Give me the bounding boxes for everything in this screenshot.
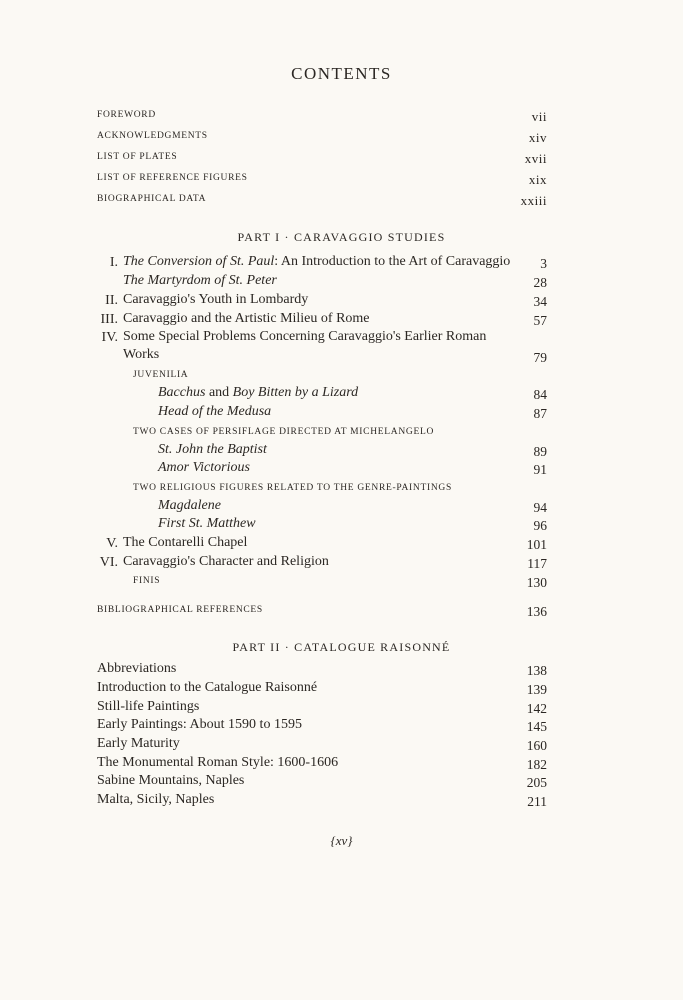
entry-italic-title: The Conversion of St. Paul bbox=[123, 254, 275, 269]
entry-italic-title: The Martyrdom of St. Peter bbox=[123, 273, 277, 288]
front-figures-page: xix bbox=[528, 172, 547, 187]
entry-italic-title: Magdalene bbox=[158, 498, 221, 513]
front-figures-label: LIST OF REFERENCE FIGURES bbox=[97, 173, 248, 183]
entry-page: 34 bbox=[533, 294, 547, 309]
toc-entry-special-problems: Some Special Problems Concerning Caravaggio's Earlier Roman bbox=[123, 329, 487, 344]
front-plates-label: LIST OF PLATES bbox=[97, 152, 178, 162]
front-acknowledgments-page: xiv bbox=[528, 130, 547, 145]
entry-page: 136 bbox=[526, 604, 547, 619]
toc-entry-milieu: Caravaggio and the Artistic Milieu of Rome bbox=[123, 311, 370, 326]
entry-numeral: IV. bbox=[101, 330, 118, 345]
entry-page: 211 bbox=[527, 794, 547, 809]
entry-page: 205 bbox=[526, 775, 547, 790]
toc-entry-youth: Caravaggio's Youth in Lombardy bbox=[123, 292, 309, 307]
entry-italic-title: Head of the Medusa bbox=[158, 404, 272, 419]
toc-entry-continuation: Works bbox=[123, 347, 160, 362]
toc-entry-matthew bbox=[158, 517, 256, 531]
entry-page: 84 bbox=[533, 387, 547, 402]
entry-numeral: VI. bbox=[99, 555, 118, 570]
entry-italic-title: St. John the Baptist bbox=[158, 442, 267, 457]
page-folio: {xv} bbox=[330, 833, 353, 848]
entry-page: 138 bbox=[526, 663, 547, 678]
entry-page: 130 bbox=[526, 575, 547, 590]
entry-page: 101 bbox=[526, 537, 547, 552]
section-subheading-religious: TWO RELIGIOUS FIGURES RELATED TO THE GENRE-PAINTINGS bbox=[133, 483, 452, 493]
entry-page: 160 bbox=[526, 738, 547, 753]
entry-page: 182 bbox=[526, 757, 547, 772]
entry-italic-title: Amor Victorious bbox=[158, 460, 250, 475]
section-subheading-persiflage: TWO CASES OF PERSIFLAGE DIRECTED AT MICHELANGELO bbox=[133, 427, 435, 437]
entry-page: 91 bbox=[533, 462, 547, 477]
toc-entry-character: Caravaggio's Character and Religion bbox=[123, 554, 329, 569]
entry-page: 89 bbox=[533, 444, 547, 459]
entry-page: 87 bbox=[533, 406, 547, 421]
entry-connector: and bbox=[205, 385, 233, 400]
front-foreword-label: FOREWORD bbox=[97, 110, 156, 120]
toc-entry-magdalene bbox=[158, 499, 221, 513]
toc-entry-contarelli: The Contarelli Chapel bbox=[123, 535, 248, 550]
toc-entry-conversion bbox=[123, 255, 510, 269]
toc-entry-sabine: Sabine Mountains, Naples bbox=[97, 773, 245, 788]
toc-entry-finis: FINIS bbox=[133, 576, 161, 586]
entry-italic-title: First St. Matthew bbox=[158, 516, 256, 531]
entry-numeral: I. bbox=[109, 255, 118, 270]
entry-page: 142 bbox=[526, 701, 547, 716]
entry-page: 3 bbox=[540, 256, 547, 271]
entry-page: 94 bbox=[533, 500, 547, 515]
entry-page: 28 bbox=[533, 275, 547, 290]
toc-entry-medusa bbox=[158, 405, 271, 419]
front-acknowledgments-label: ACKNOWLEDGMENTS bbox=[97, 131, 208, 141]
toc-entry-martyrdom bbox=[123, 274, 277, 288]
entry-numeral: II. bbox=[105, 293, 118, 308]
part2-heading: PART II · CATALOGUE RAISONNÉ bbox=[232, 640, 451, 654]
entry-numeral: V. bbox=[106, 536, 118, 551]
entry-page: 145 bbox=[526, 719, 547, 734]
front-biographical-label: BIOGRAPHICAL DATA bbox=[97, 194, 207, 204]
entry-page: 117 bbox=[527, 556, 547, 571]
front-biographical-page: xxiii bbox=[520, 193, 547, 208]
toc-entry-malta: Malta, Sicily, Naples bbox=[97, 792, 215, 807]
section-subheading-juvenilia: JUVENILIA bbox=[133, 370, 189, 380]
part1-heading: PART I · CARAVAGGIO STUDIES bbox=[237, 230, 446, 244]
entry-page: 57 bbox=[533, 313, 547, 328]
entry-page: 79 bbox=[533, 350, 547, 365]
entry-page: 96 bbox=[533, 518, 547, 533]
page-title: CONTENTS bbox=[291, 64, 392, 83]
toc-entry-abbreviations: Abbreviations bbox=[97, 661, 177, 676]
toc-entry-introduction: Introduction to the Catalogue Raisonné bbox=[97, 680, 318, 695]
front-plates-page: xvii bbox=[524, 151, 547, 166]
front-foreword-page: vii bbox=[531, 109, 547, 124]
toc-entry-monumental: The Monumental Roman Style: 1600-1606 bbox=[97, 755, 339, 770]
toc-entry-baptist bbox=[158, 443, 267, 457]
entry-numeral: III. bbox=[100, 312, 118, 327]
entry-subtitle: : An Introduction to the Art of Caravaggio bbox=[274, 254, 511, 269]
entry-italic-title: Boy Bitten by a Lizard bbox=[232, 385, 359, 400]
toc-entry-early-maturity: Early Maturity bbox=[97, 736, 180, 751]
entry-page: 139 bbox=[526, 682, 547, 697]
toc-entry-bacchus bbox=[158, 386, 358, 400]
toc-entry-still-life: Still-life Paintings bbox=[97, 699, 200, 714]
toc-entry-bibliography: BIBLIOGRAPHICAL REFERENCES bbox=[97, 605, 263, 615]
toc-entry-amor bbox=[158, 461, 250, 475]
entry-italic-title: Bacchus bbox=[158, 385, 206, 400]
toc-entry-early-paintings: Early Paintings: About 1590 to 1595 bbox=[97, 717, 302, 732]
